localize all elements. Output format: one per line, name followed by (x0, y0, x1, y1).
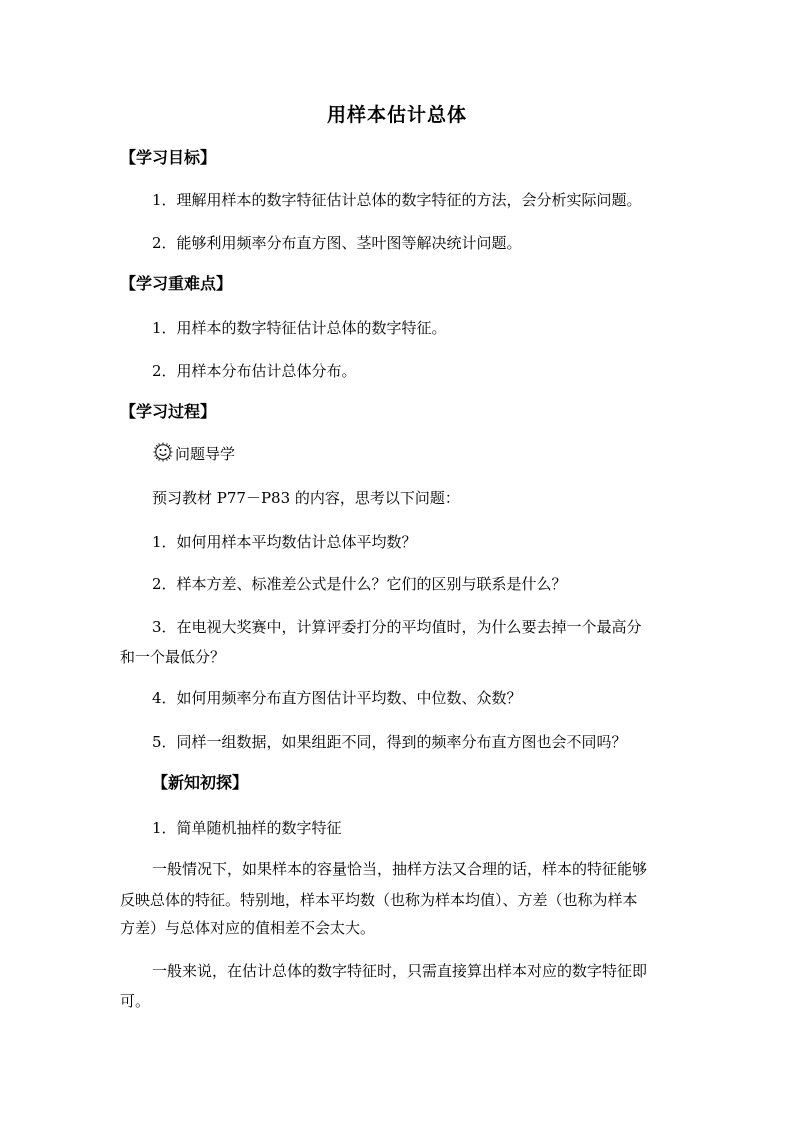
section-heading-process: 【学习过程】 (120, 402, 217, 421)
goal-item-1: 1．理解用样本的数字特征估计总体的数字特征的方法，会分析实际问题。 (152, 191, 642, 209)
question-5: 5．同样一组数据，如果组距不同，得到的频率分布直方图也会不同吗？ (152, 733, 627, 751)
paragraph1-line-2: 反映总体的特征。特别地，样本平均数（也称为样本均值）、方差（也称为样本 (120, 891, 638, 909)
subsection-heading: 1．简单随机抽样的数字特征 (152, 819, 342, 837)
goal-item-2: 2．能够利用频率分布直方图、茎叶图等解决统计问题。 (152, 234, 522, 252)
question-3-line-2: 和一个最低分？ (120, 648, 226, 666)
guide-label: 问题导学 (175, 445, 236, 463)
smiley-icon (152, 441, 174, 463)
paragraph2-line-1: 一般来说，在估计总体的数字特征时，只需直接算出样本对应的数字特征即 (152, 962, 648, 980)
section-heading-key-points: 【学习重难点】 (120, 274, 233, 293)
question-4: 4．如何用频率分布直方图估计平均数、中位数、众数？ (152, 689, 522, 707)
document-title: 用样本估计总体 (326, 104, 467, 126)
paragraph2-line-2: 可。 (120, 992, 151, 1010)
question-1: 1．如何用样本平均数估计总体平均数？ (152, 533, 417, 551)
preview-intro: 预习教材 P77－P83 的内容，思考以下问题： (152, 489, 460, 507)
question-2: 2．样本方差、标准差公式是什么？它们的区别与联系是什么？ (152, 575, 567, 593)
key-point-item-2: 2．用样本分布估计总体分布。 (152, 362, 357, 380)
new-knowledge-heading: 【新知初探】 (152, 773, 249, 792)
paragraph1-line-1: 一般情况下，如果样本的容量恰当，抽样方法又合理的话，样本的特征能够 (152, 860, 648, 878)
key-point-item-1: 1．用样本的数字特征估计总体的数字特征。 (152, 319, 447, 337)
section-heading-goals: 【学习目标】 (120, 148, 217, 167)
paragraph1-line-3: 方差）与总体对应的值相差不会太大。 (120, 919, 376, 937)
guide-row (152, 444, 235, 466)
question-3-line-1: 3．在电视大奖赛中，计算评委打分的平均值时，为什么要去掉一个最高分 (152, 618, 642, 636)
